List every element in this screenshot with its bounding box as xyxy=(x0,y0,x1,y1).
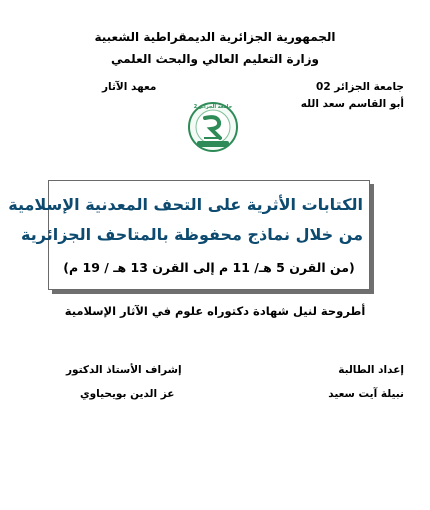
logo-text: جامعة الجزائر 2 xyxy=(193,104,233,110)
university-logo xyxy=(187,101,239,153)
supervisor-name: عز الدين بويحياوي xyxy=(80,388,175,400)
thesis-subtitle: أطروحة لنيل شهادة دكتوراه علوم في الآثار الإسلامية xyxy=(64,304,366,318)
student-name: نبيلة آيت سعيد xyxy=(328,388,404,400)
thesis-period: (من القرن 5 هـ/ 11 م إلى القرن 13 هـ / 19 م) xyxy=(63,260,355,275)
institute-label: معهد الآثار xyxy=(102,81,157,93)
thesis-title-line2: من خلال نماذج محفوظة بالمتاحف الجزائرية xyxy=(21,225,363,244)
supervisor-label: إشراف الأستاذ الدكتور xyxy=(66,364,182,376)
university-label: جامعة الجزائر 02 xyxy=(316,81,404,93)
ministry-heading: وزارة التعليم العالي والبحث العلمي xyxy=(110,52,320,66)
republic-heading: الجمهورية الجزائرية الديمقراطية الشعبية xyxy=(94,30,336,44)
title-box xyxy=(8,180,370,290)
student-label: إعداد الطالبة xyxy=(338,364,404,376)
university-name: أبو القاسم سعد الله xyxy=(300,98,404,110)
thesis-title-line1: الكتابات الأثرية على التحف المعدنية الإسلامية xyxy=(8,195,363,214)
